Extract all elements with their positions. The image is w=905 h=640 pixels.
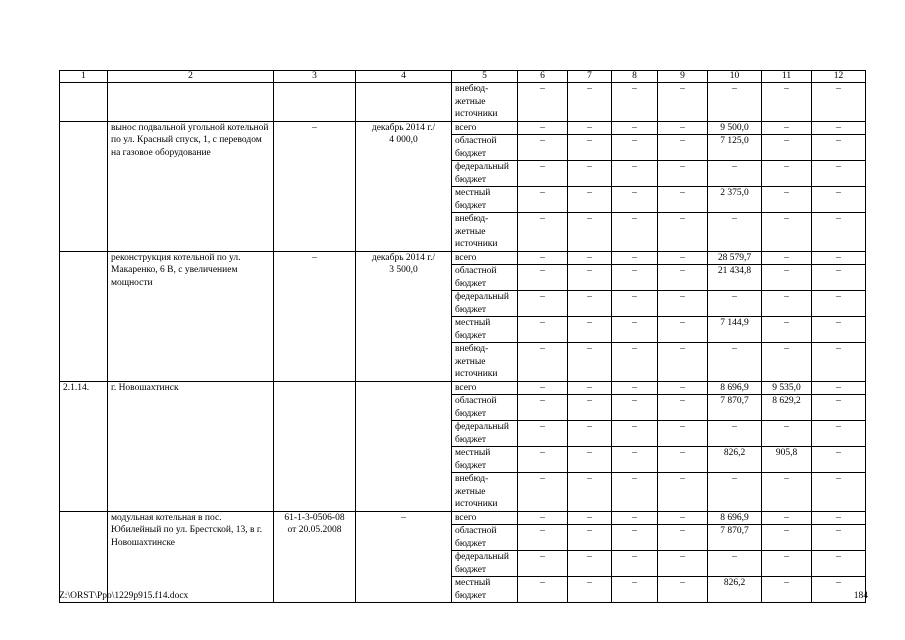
amount-cell: – <box>812 291 866 317</box>
amount-cell: – <box>518 447 568 473</box>
row-index-cell <box>60 121 108 251</box>
file-path: Z:\ORST\Ppo\1229p915.f14.docx <box>59 591 189 601</box>
amount-cell: – <box>658 525 708 551</box>
amount-cell: – <box>708 421 762 447</box>
amount-cell: – <box>658 251 708 265</box>
amount-cell: – <box>812 551 866 577</box>
amount-cell: – <box>612 121 658 135</box>
amount-cell: – <box>658 511 708 525</box>
amount-cell: – <box>812 421 866 447</box>
amount-cell: – <box>518 187 568 213</box>
amount-cell: – <box>658 343 708 382</box>
amount-cell: 9 535,0 <box>762 381 812 395</box>
amount-cell: – <box>518 511 568 525</box>
amount-cell: 7 870,7 <box>708 525 762 551</box>
funding-source-cell: местный бюджет <box>452 317 518 343</box>
amount-cell: – <box>518 161 568 187</box>
amount-cell: – <box>568 421 612 447</box>
column-number: 8 <box>612 71 658 83</box>
amount-cell: – <box>658 447 708 473</box>
amount-cell: – <box>612 381 658 395</box>
amount-cell: – <box>612 317 658 343</box>
funding-source-cell: внебюд- жетные источники <box>452 343 518 382</box>
amount-cell: – <box>762 187 812 213</box>
amount-cell: – <box>812 343 866 382</box>
amount-cell: – <box>568 473 612 512</box>
amount-cell: – <box>658 187 708 213</box>
amount-cell: – <box>612 213 658 252</box>
amount-cell: – <box>612 395 658 421</box>
column-number: 5 <box>452 71 518 83</box>
amount-cell: – <box>658 161 708 187</box>
amount-cell: – <box>518 525 568 551</box>
amount-cell: – <box>762 135 812 161</box>
amount-cell: – <box>812 213 866 252</box>
funding-source-cell: федеральный бюджет <box>452 161 518 187</box>
table-row <box>60 121 866 135</box>
document-cell <box>274 83 356 122</box>
funding-source-cell: областной бюджет <box>452 135 518 161</box>
amount-cell: – <box>612 511 658 525</box>
amount-cell: – <box>812 525 866 551</box>
amount-cell: – <box>518 265 568 291</box>
funding-source-cell: федеральный бюджет <box>452 421 518 447</box>
amount-cell: – <box>568 187 612 213</box>
funding-source-cell: областной бюджет <box>452 525 518 551</box>
amount-cell: – <box>762 343 812 382</box>
amount-cell: – <box>612 447 658 473</box>
column-number: 12 <box>812 71 866 83</box>
column-number: 10 <box>708 71 762 83</box>
amount-cell: 28 579,7 <box>708 251 762 265</box>
column-number: 3 <box>274 71 356 83</box>
deadline-cell: декабрь 2014 г./ 3 500,0 <box>356 251 452 381</box>
row-index-cell <box>60 251 108 381</box>
amount-cell: – <box>812 447 866 473</box>
amount-cell: – <box>762 577 812 603</box>
funding-source-cell: внебюд- жетные источники <box>452 473 518 512</box>
amount-cell: – <box>708 83 762 122</box>
amount-cell: – <box>568 291 612 317</box>
row-index-cell <box>60 83 108 122</box>
amount-cell: – <box>812 121 866 135</box>
amount-cell: – <box>812 161 866 187</box>
amount-cell: – <box>568 551 612 577</box>
amount-cell: – <box>762 291 812 317</box>
column-number: 11 <box>762 71 812 83</box>
amount-cell: 7 125,0 <box>708 135 762 161</box>
amount-cell: – <box>568 447 612 473</box>
amount-cell: – <box>568 83 612 122</box>
amount-cell: – <box>568 135 612 161</box>
amount-cell: – <box>658 83 708 122</box>
amount-cell: 7 870,7 <box>708 395 762 421</box>
amount-cell: – <box>518 473 568 512</box>
amount-cell: – <box>612 251 658 265</box>
row-index-cell <box>60 511 108 603</box>
amount-cell: – <box>518 577 568 603</box>
amount-cell: – <box>812 187 866 213</box>
amount-cell: – <box>518 551 568 577</box>
column-number: 6 <box>518 71 568 83</box>
amount-cell: – <box>518 381 568 395</box>
object-name-cell: г. Новошахтинск <box>108 381 274 511</box>
amount-cell: – <box>568 343 612 382</box>
deadline-cell: – <box>356 511 452 603</box>
amount-cell: – <box>612 343 658 382</box>
amount-cell: – <box>568 213 612 252</box>
page-number: 184 <box>853 591 868 601</box>
amount-cell: – <box>518 83 568 122</box>
amount-cell: – <box>518 421 568 447</box>
amount-cell: 8 696,9 <box>708 381 762 395</box>
amount-cell: – <box>762 525 812 551</box>
amount-cell: – <box>568 511 612 525</box>
amount-cell: – <box>812 473 866 512</box>
amount-cell: – <box>612 161 658 187</box>
table-row <box>60 381 866 395</box>
amount-cell: – <box>658 421 708 447</box>
object-name-cell: вынос подвальной угольной котельной по ул. Красный спуск, 1, с переводом на газовое оборудование <box>108 121 274 251</box>
amount-cell: – <box>612 525 658 551</box>
amount-cell: – <box>658 317 708 343</box>
amount-cell: – <box>612 577 658 603</box>
funding-source-cell: внебюд- жетные источники <box>452 213 518 252</box>
amount-cell: 8 629,2 <box>762 395 812 421</box>
amount-cell: – <box>612 421 658 447</box>
column-number: 2 <box>108 71 274 83</box>
amount-cell: – <box>612 291 658 317</box>
amount-cell: – <box>518 135 568 161</box>
amount-cell: – <box>518 343 568 382</box>
amount-cell: – <box>762 83 812 122</box>
amount-cell: – <box>762 473 812 512</box>
amount-cell: – <box>658 551 708 577</box>
amount-cell: 2 375,0 <box>708 187 762 213</box>
amount-cell: – <box>612 135 658 161</box>
funding-source-cell: местный бюджет <box>452 447 518 473</box>
amount-cell: – <box>568 161 612 187</box>
amount-cell: – <box>762 251 812 265</box>
amount-cell: – <box>568 525 612 551</box>
amount-cell: – <box>612 265 658 291</box>
document-cell: – <box>274 251 356 381</box>
amount-cell: 826,2 <box>708 577 762 603</box>
amount-cell: 905,8 <box>762 447 812 473</box>
funding-source-cell: областной бюджет <box>452 265 518 291</box>
funding-source-cell: федеральный бюджет <box>452 551 518 577</box>
amount-cell: – <box>708 551 762 577</box>
object-name-cell <box>108 83 274 122</box>
amount-cell: – <box>612 187 658 213</box>
amount-cell: – <box>658 135 708 161</box>
funding-source-cell: всего <box>452 121 518 135</box>
amount-cell: – <box>568 395 612 421</box>
amount-cell: – <box>658 291 708 317</box>
amount-cell: – <box>658 395 708 421</box>
document-cell: – <box>274 121 356 251</box>
amount-cell: – <box>762 213 812 252</box>
amount-cell: – <box>812 83 866 122</box>
amount-cell: – <box>568 381 612 395</box>
amount-cell: – <box>658 213 708 252</box>
amount-cell: – <box>518 395 568 421</box>
amount-cell: – <box>518 317 568 343</box>
amount-cell: – <box>812 265 866 291</box>
amount-cell: – <box>762 161 812 187</box>
amount-cell: – <box>568 317 612 343</box>
amount-cell: – <box>812 251 866 265</box>
amount-cell: – <box>812 395 866 421</box>
deadline-cell: декабрь 2014 г./ 4 000,0 <box>356 121 452 251</box>
amount-cell: – <box>612 551 658 577</box>
funding-source-cell: всего <box>452 511 518 525</box>
budget-table <box>59 70 866 603</box>
amount-cell: – <box>762 511 812 525</box>
funding-source-cell: областной бюджет <box>452 395 518 421</box>
column-number: 1 <box>60 71 108 83</box>
amount-cell: 7 144,9 <box>708 317 762 343</box>
amount-cell: – <box>518 121 568 135</box>
amount-cell: – <box>612 83 658 122</box>
table-row <box>60 83 866 122</box>
amount-cell: – <box>762 421 812 447</box>
table-row <box>60 511 866 525</box>
amount-cell: – <box>568 265 612 291</box>
funding-source-cell: федеральный бюджет <box>452 291 518 317</box>
amount-cell: – <box>762 551 812 577</box>
deadline-cell <box>356 381 452 511</box>
amount-cell: 21 434,8 <box>708 265 762 291</box>
amount-cell: – <box>708 213 762 252</box>
amount-cell: – <box>568 577 612 603</box>
amount-cell: – <box>518 291 568 317</box>
funding-source-cell: всего <box>452 381 518 395</box>
document-cell: 61-1-3-0506-08 от 20.05.2008 <box>274 511 356 603</box>
table-body <box>60 83 866 603</box>
deadline-cell <box>356 83 452 122</box>
amount-cell: – <box>812 317 866 343</box>
amount-cell: – <box>708 473 762 512</box>
amount-cell: – <box>658 265 708 291</box>
amount-cell: – <box>762 121 812 135</box>
column-number: 7 <box>568 71 612 83</box>
amount-cell: – <box>812 135 866 161</box>
amount-cell: – <box>708 161 762 187</box>
amount-cell: – <box>708 343 762 382</box>
amount-cell: – <box>568 251 612 265</box>
amount-cell: – <box>762 265 812 291</box>
amount-cell: – <box>708 291 762 317</box>
amount-cell: 8 696,9 <box>708 511 762 525</box>
column-number-row <box>60 71 866 83</box>
object-name-cell: реконструкция котельной по ул. Макаренко, 6 В, с увеличением мощности <box>108 251 274 381</box>
funding-source-cell: внебюд- жетные источники <box>452 83 518 122</box>
amount-cell: – <box>762 317 812 343</box>
funding-source-cell: всего <box>452 251 518 265</box>
amount-cell: – <box>658 577 708 603</box>
amount-cell: – <box>568 121 612 135</box>
amount-cell: – <box>658 473 708 512</box>
funding-source-cell: местный бюджет <box>452 187 518 213</box>
object-name-cell: модульная котельная в пос. Юбилейный по ул. Брестской, 13, в г. Новошахтинске <box>108 511 274 603</box>
amount-cell: 9 500,0 <box>708 121 762 135</box>
document-cell <box>274 381 356 511</box>
row-index-cell: 2.1.14. <box>60 381 108 511</box>
column-number: 9 <box>658 71 708 83</box>
amount-cell: – <box>518 251 568 265</box>
amount-cell: – <box>658 381 708 395</box>
amount-cell: – <box>812 511 866 525</box>
amount-cell: – <box>658 121 708 135</box>
funding-source-cell: местный бюджет <box>452 577 518 603</box>
amount-cell: – <box>518 213 568 252</box>
table-row <box>60 251 866 265</box>
column-number: 4 <box>356 71 452 83</box>
amount-cell: – <box>612 473 658 512</box>
amount-cell: – <box>812 577 866 603</box>
amount-cell: – <box>812 381 866 395</box>
amount-cell: 826,2 <box>708 447 762 473</box>
